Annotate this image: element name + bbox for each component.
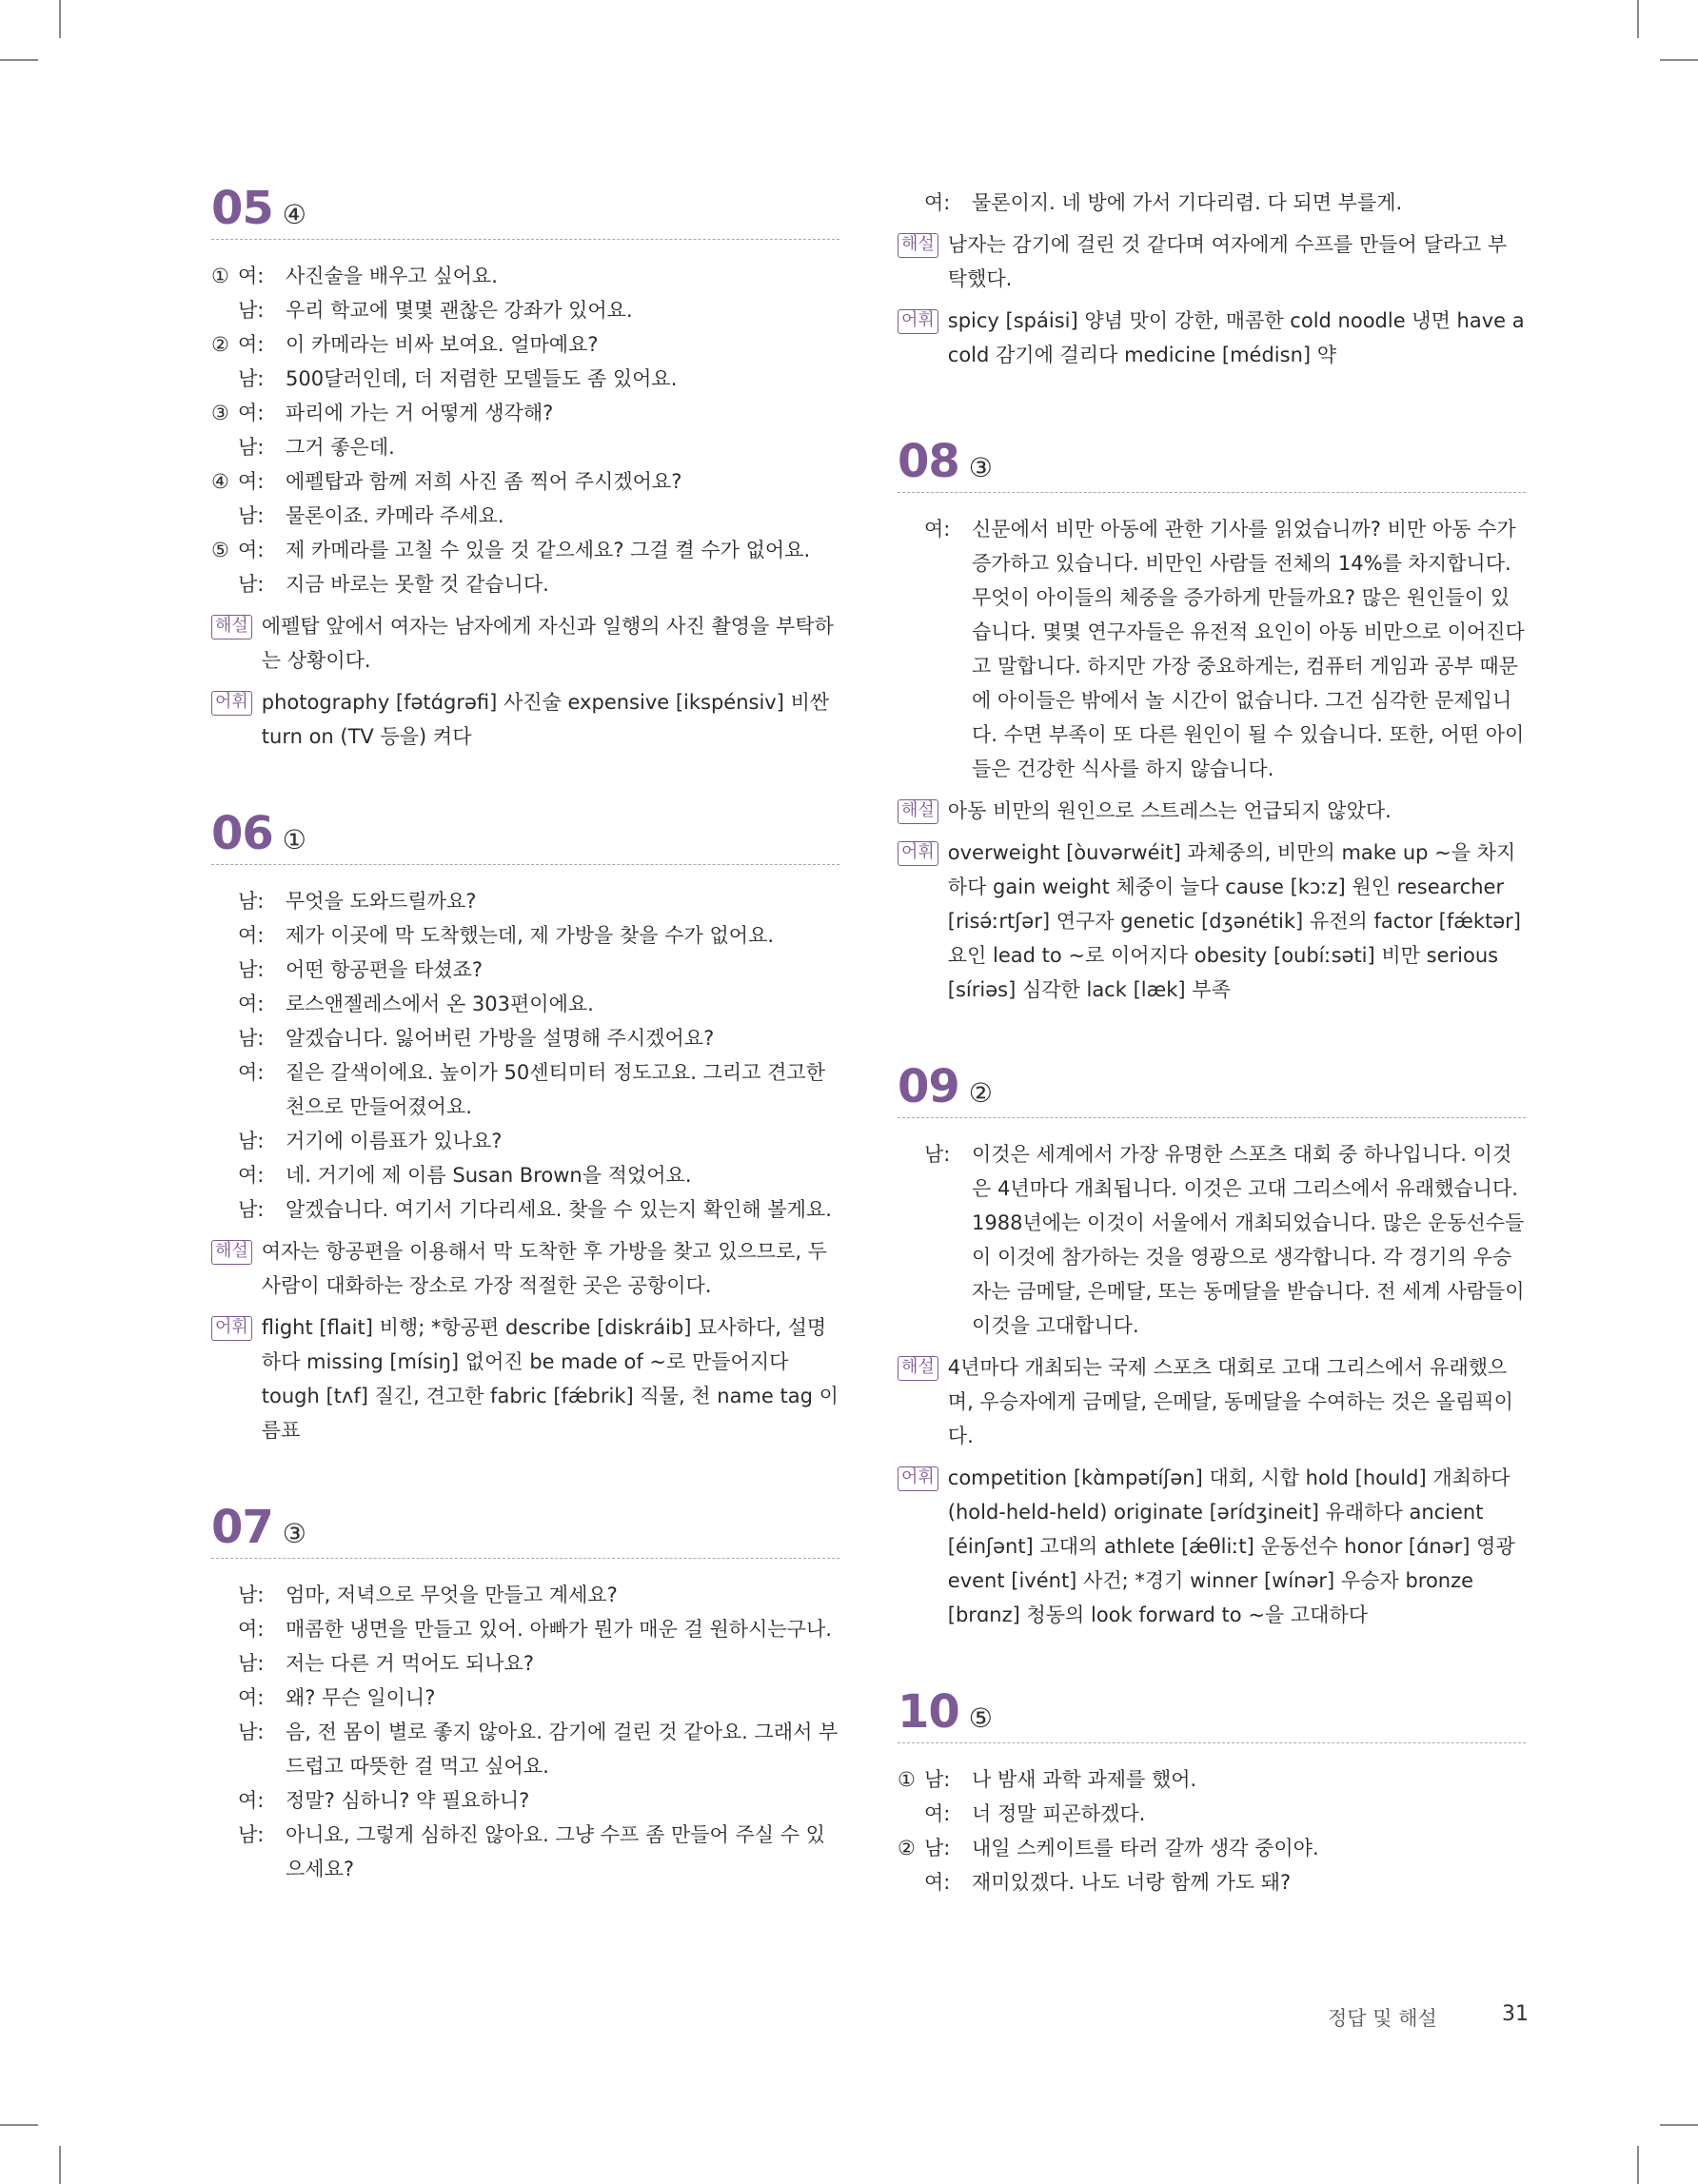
speaker-label: 남: (238, 890, 265, 913)
dialogue-line (211, 1055, 839, 1124)
right-column (898, 186, 1526, 1957)
answer-choice: ① (282, 824, 306, 856)
dialogue-line (211, 1715, 839, 1783)
dialogue-text: 제가 이곳에 막 도착했는데, 제 가방을 찾을 수가 없어요. (286, 924, 775, 947)
choice-number (211, 1681, 238, 1715)
dialogue-line (211, 918, 839, 953)
section-header (211, 1501, 839, 1559)
dialogue-line (211, 362, 839, 396)
crop-mark (0, 59, 38, 61)
dialogue-line (898, 512, 1526, 786)
dialogue-text: 우리 학교에 몇몇 괜찮은 강좌가 있어요. (286, 299, 633, 322)
note-text: photography [fətɑ́grəfi] 사진술 expensive [ikspénsiv] 비싼 turn on (TV 등을) 켜다 (261, 691, 830, 748)
note-text: spicy [spáisi] 양념 맛이 강한, 매콤한 cold noodle 냉면 have a cold 감기에 걸리다 medicine [médisn] 약 (947, 309, 1525, 366)
choice-number (211, 953, 238, 987)
speaker-label: 남: (238, 573, 265, 596)
dialogue-text: 저는 다른 거 먹어도 되나요? (286, 1652, 534, 1675)
note-text: 아동 비만의 원인으로 스트레스는 언급되지 않았다. (947, 799, 1392, 822)
dialogue-text: 너 정말 피곤하겠다. (972, 1802, 1146, 1825)
question-number: 08 (898, 435, 959, 488)
explanation-note (898, 227, 1526, 296)
dialogue-line (211, 884, 839, 918)
answer-section (211, 1501, 839, 1886)
speaker-label: 남: (924, 1768, 951, 1791)
page-number: 31 (1502, 2002, 1529, 2026)
choice-number (211, 567, 238, 601)
choice-number (211, 1055, 238, 1124)
dialogue-line (211, 567, 839, 601)
explanation-note (898, 836, 1526, 1007)
dialogue-line (211, 430, 839, 464)
dialogue-text: 나 밤새 과학 과제를 했어. (972, 1768, 1197, 1791)
note-tag: 어휘 (211, 1316, 252, 1341)
choice-number (211, 1021, 238, 1055)
dialogue-text: 물론이죠. 카메라 주세요. (286, 504, 504, 527)
speaker-label: 남: (238, 1198, 265, 1221)
answer-choice: ② (968, 1077, 993, 1109)
speaker-label: 남: (238, 1652, 265, 1675)
speaker-label: 남: (924, 1837, 951, 1859)
answer-section (898, 1060, 1526, 1632)
explanation-note (898, 1461, 1526, 1632)
note-tag: 어휘 (898, 841, 938, 866)
dialogue-line (211, 1818, 839, 1886)
dialogue-text: 제 카메라를 고칠 수 있을 것 같으세요? 그걸 켤 수가 없어요. (286, 539, 811, 561)
section-header (898, 1685, 1526, 1743)
crop-mark (1660, 59, 1698, 61)
speaker-label: 여: (924, 518, 951, 541)
speaker-label: 여: (238, 1164, 265, 1187)
speaker-label: 남: (238, 436, 265, 459)
choice-number (211, 1192, 238, 1227)
choice-number (211, 1578, 238, 1612)
speaker-label: 여: (924, 191, 951, 214)
footer-title: 정답 및 해설 (1328, 2007, 1437, 2030)
explanation-note (211, 609, 839, 678)
crop-mark (59, 2146, 61, 2184)
note-text: 4년마다 개최되는 국제 스포츠 대회로 고대 그리스에서 유래했으며, 우승자에게 금메달, 은메달, 동메달을 수여하는 것은 올림픽이다. (947, 1356, 1513, 1447)
speaker-label: 여: (238, 1789, 265, 1812)
dialogue-text: 이것은 세계에서 가장 유명한 스포츠 대회 중 하나입니다. 이것은 4년마다 개최됩니다. 이것은 고대 그리스에서 유래했습니다. 1988년에는 이것이 서울에서 개최되었습니다. 많은 운동선수들이 이것에 참가하는 것을 영광으로 생각합니다. 각 경기의 우승자는 금메달, 은메달, 또는 동메달을 받습니다. 전 세계 사람들이 이것을 고대합니다. (972, 1143, 1525, 1337)
dialogue-line (211, 1612, 839, 1646)
dialogue-text: 이 카메라는 비싸 보여요. 얼마예요? (286, 333, 599, 356)
note-text: 여자는 항공편을 이용해서 막 도착한 후 가방을 찾고 있으므로, 두 사람이 대화하는 장소로 가장 적절한 곳은 공항이다. (261, 1240, 827, 1297)
choice-number (211, 918, 238, 953)
speaker-label: 남: (238, 504, 265, 527)
answer-section (898, 435, 1526, 1007)
dialogue-text: 로스앤젤레스에서 온 303편이에요. (286, 993, 594, 1015)
question-number: 09 (898, 1060, 959, 1113)
dialogue-text: 사진술을 배우고 싶어요. (286, 265, 498, 287)
explanation-note (898, 304, 1526, 372)
answer-section (211, 182, 839, 754)
section-header (898, 435, 1526, 493)
explanation-note (211, 1310, 839, 1447)
dialogue-text: 거기에 이름표가 있나요? (286, 1130, 503, 1152)
note-tag: 어휘 (211, 691, 252, 716)
speaker-label: 남: (238, 958, 265, 981)
question-number: 10 (898, 1685, 959, 1739)
dialogue-line (211, 1783, 839, 1818)
dialogue-line (211, 987, 839, 1021)
dialogue-line (211, 1124, 839, 1158)
choice-number: ③ (211, 402, 229, 424)
speaker-label: 남: (238, 1721, 265, 1743)
question-number: 05 (211, 182, 273, 235)
answer-section (211, 807, 839, 1447)
choice-number (211, 1783, 238, 1818)
speaker-label: 남: (238, 299, 265, 322)
note-text: 에펠탑 앞에서 여자는 남자에게 자신과 일행의 사진 촬영을 부탁하는 상황이다. (261, 615, 834, 672)
dialogue-line (211, 499, 839, 533)
choice-number (211, 884, 238, 918)
choice-number (211, 362, 238, 396)
crop-mark (1660, 2124, 1698, 2126)
dialogue-text: 정말? 심하니? 약 필요하니? (286, 1789, 530, 1812)
dialogue-line (898, 1762, 1526, 1797)
dialogue-text: 엄마, 저녁으로 무엇을 만들고 계세요? (286, 1584, 618, 1606)
speaker-label: 남: (238, 367, 265, 390)
dialogue-text: 재미있겠다. 나도 너랑 함께 가도 돼? (972, 1871, 1292, 1894)
note-tag: 해설 (211, 615, 252, 639)
crop-mark (1637, 0, 1639, 38)
choice-number: ② (898, 1837, 916, 1859)
answer-section (898, 1685, 1526, 1899)
question-number: 06 (211, 807, 273, 860)
dialogue-line (211, 464, 839, 499)
choice-number (211, 1612, 238, 1646)
dialogue-text: 아니요, 그렇게 심하진 않아요. 그냥 수프 좀 만들어 주실 수 있으세요? (286, 1823, 825, 1880)
dialogue-text: 물론이지. 네 방에 가서 기다리렴. 다 되면 부를게. (972, 191, 1403, 214)
note-tag: 해설 (898, 1356, 938, 1381)
choice-number (211, 1124, 238, 1158)
dialogue-line (211, 396, 839, 430)
dialogue-text: 무엇을 도와드릴까요? (286, 890, 477, 913)
explanation-note (211, 685, 839, 754)
speaker-label: 여: (238, 993, 265, 1015)
dialogue-text: 매콤한 냉면을 만들고 있어. 아빠가 뭔가 매운 걸 원하시는구나. (286, 1618, 832, 1641)
speaker-label: 남: (238, 1584, 265, 1606)
section-header (898, 1060, 1526, 1118)
choice-number (211, 987, 238, 1021)
dialogue-line (211, 1681, 839, 1715)
dialogue-line (211, 259, 839, 293)
speaker-label: 여: (924, 1802, 951, 1825)
choice-number (898, 1797, 924, 1831)
dialogue-line (211, 1646, 839, 1681)
choice-number (211, 1158, 238, 1192)
note-text: competition [kɑ̀mpətíʃən] 대회, 시합 hold [hould] 개최하다 (hold-held-held) originate [ərídʒineit] 유래하다 ancient [éinʃənt] 고대의 athlete [ǽθliːt] 운동선수 honor [ɑ́nər] 영광 event [ivént] 사건; *경기 winner [wínər] 우승자 bronze [brɑnz] 청동의 look forward to ~을 고대하다 (947, 1466, 1515, 1626)
choice-number (211, 293, 238, 327)
dialogue-text: 알겠습니다. 잃어버린 가방을 설명해 주시겠어요? (286, 1027, 715, 1050)
explanation-note (898, 1350, 1526, 1453)
speaker-label: 여: (238, 924, 265, 947)
explanation-note (211, 1234, 839, 1303)
choice-number (211, 1818, 238, 1886)
dialogue-text: 지금 바로는 못할 것 같습니다. (286, 573, 549, 596)
choice-number: ① (211, 265, 229, 287)
dialogue-text: 음, 전 몸이 별로 좋지 않아요. 감기에 걸린 것 같아요. 그래서 부드럽고 따뜻한 걸 먹고 싶어요. (286, 1721, 839, 1778)
choice-number (211, 1646, 238, 1681)
choice-number (898, 186, 924, 220)
speaker-label: 남: (924, 1143, 951, 1166)
note-tag: 어휘 (898, 309, 938, 334)
dialogue-line (211, 1578, 839, 1612)
speaker-label: 여: (238, 1686, 265, 1709)
speaker-label: 여: (238, 402, 265, 424)
dialogue-text: 왜? 무슨 일이니? (286, 1686, 436, 1709)
dialogue-text: 짙은 갈색이에요. 높이가 50센티미터 정도고요. 그리고 견고한 천으로 만들어졌어요. (286, 1061, 825, 1118)
choice-number: ① (898, 1768, 916, 1791)
dialogue-text: 신문에서 비만 아동에 관한 기사를 읽었습니까? 비만 아동 수가 증가하고 있습니다. 비만인 사람들 전체의 14%를 차지합니다. 무엇이 아이들의 체중을 증가하게 만들까요? 많은 원인들이 있습니다. 몇몇 연구자들은 유전적 요인이 아동 비만으로 이어진다고 말합니다. 하지만 가장 중요하게는, 컴퓨터 게임과 공부 때문에 아이들은 밖에서 놀 시간이 없습니다. 그건 심각한 문제입니다. 수면 부족이 또 다른 원인이 될 수 있습니다. 또한, 어떤 아이들은 건강한 식사를 하지 않습니다. (972, 518, 1525, 780)
dialogue-text: 500달러인데, 더 저렴한 모델들도 좀 있어요. (286, 367, 678, 390)
note-text: overweight [òuvərwéit] 과체중의, 비만의 make up ~을 차지하다 gain weight 체중이 늘다 cause [kɔːz] 원인 researcher [risə́ːrtʃər] 연구자 genetic [dʒənétik] 유전의 factor [fǽktər] 요인 lead to ~로 이어지다 obesity [oubíːsəti] 비만 serious [síriəs] 심각한 lack [læk] 부족 (947, 841, 1522, 1001)
dialogue-text: 어떤 항공편을 타셨죠? (286, 958, 484, 981)
answer-choice: ③ (282, 1518, 306, 1549)
choice-number: ② (211, 333, 229, 356)
section-header (211, 182, 839, 240)
dialogue-line (211, 327, 839, 362)
dialogue-line (211, 1192, 839, 1227)
choice-number (898, 1865, 924, 1899)
speaker-label: 여: (238, 470, 265, 493)
speaker-label: 여: (238, 1061, 265, 1084)
answer-choice: ④ (282, 199, 306, 230)
answer-choice: ③ (968, 452, 993, 483)
crop-mark (59, 0, 61, 38)
dialogue-line (211, 953, 839, 987)
dialogue-text: 알겠습니다. 여기서 기다리세요. 찾을 수 있는지 확인해 볼게요. (286, 1198, 832, 1221)
dialogue-line (211, 533, 839, 567)
dialogue-text: 네. 거기에 제 이름 Susan Brown을 적었어요. (286, 1164, 692, 1187)
dialogue-line (211, 1158, 839, 1192)
answer-section-continued (898, 186, 1526, 372)
speaker-label: 여: (924, 1871, 951, 1894)
dialogue-text: 파리에 가는 거 어떻게 생각해? (286, 402, 554, 424)
choice-number (898, 1137, 924, 1343)
question-number: 07 (211, 1501, 273, 1554)
dialogue-line (211, 1021, 839, 1055)
dialogue-text: 내일 스케이트를 타러 갈까 생각 중이야. (972, 1837, 1319, 1859)
choice-number (898, 512, 924, 786)
note-tag: 해설 (898, 233, 938, 258)
dialogue-text: 그거 좋은데. (286, 436, 395, 459)
dialogue-line (898, 1865, 1526, 1899)
choice-number: ⑤ (211, 539, 229, 561)
note-text: flight [flait] 비행; *항공편 describe [diskráib] 묘사하다, 설명하다 missing [mísiŋ] 없어진 be made of ~로 만들어지다 tough [tʌf] 질긴, 견고한 fabric [fǽbrik] 직물, 천 name tag 이름표 (261, 1316, 839, 1442)
left-column (211, 182, 839, 1943)
choice-number (211, 430, 238, 464)
section-header (211, 807, 839, 865)
speaker-label: 남: (238, 1130, 265, 1152)
choice-number (211, 1715, 238, 1783)
note-text: 남자는 감기에 걸린 것 같다며 여자에게 수프를 만들어 달라고 부탁했다. (947, 233, 1508, 290)
choice-number: ④ (211, 470, 229, 493)
speaker-label: 여: (238, 265, 265, 287)
speaker-label: 여: (238, 539, 265, 561)
speaker-label: 여: (238, 333, 265, 356)
crop-mark (1637, 2146, 1639, 2184)
dialogue-text: 에펠탑과 함께 저희 사진 좀 찍어 주시겠어요? (286, 470, 682, 493)
note-tag: 해설 (898, 799, 938, 824)
note-tag: 해설 (211, 1240, 252, 1265)
speaker-label: 여: (238, 1618, 265, 1641)
dialogue-line (898, 1137, 1526, 1343)
dialogue-line (898, 1797, 1526, 1831)
speaker-label: 남: (238, 1027, 265, 1050)
crop-mark (0, 2124, 38, 2126)
explanation-note (898, 794, 1526, 828)
answer-choice: ⑤ (968, 1702, 993, 1734)
note-tag: 어휘 (898, 1466, 938, 1491)
dialogue-line (898, 186, 1526, 220)
dialogue-line (898, 1831, 1526, 1865)
dialogue-line (211, 293, 839, 327)
choice-number (211, 499, 238, 533)
speaker-label: 남: (238, 1823, 265, 1846)
